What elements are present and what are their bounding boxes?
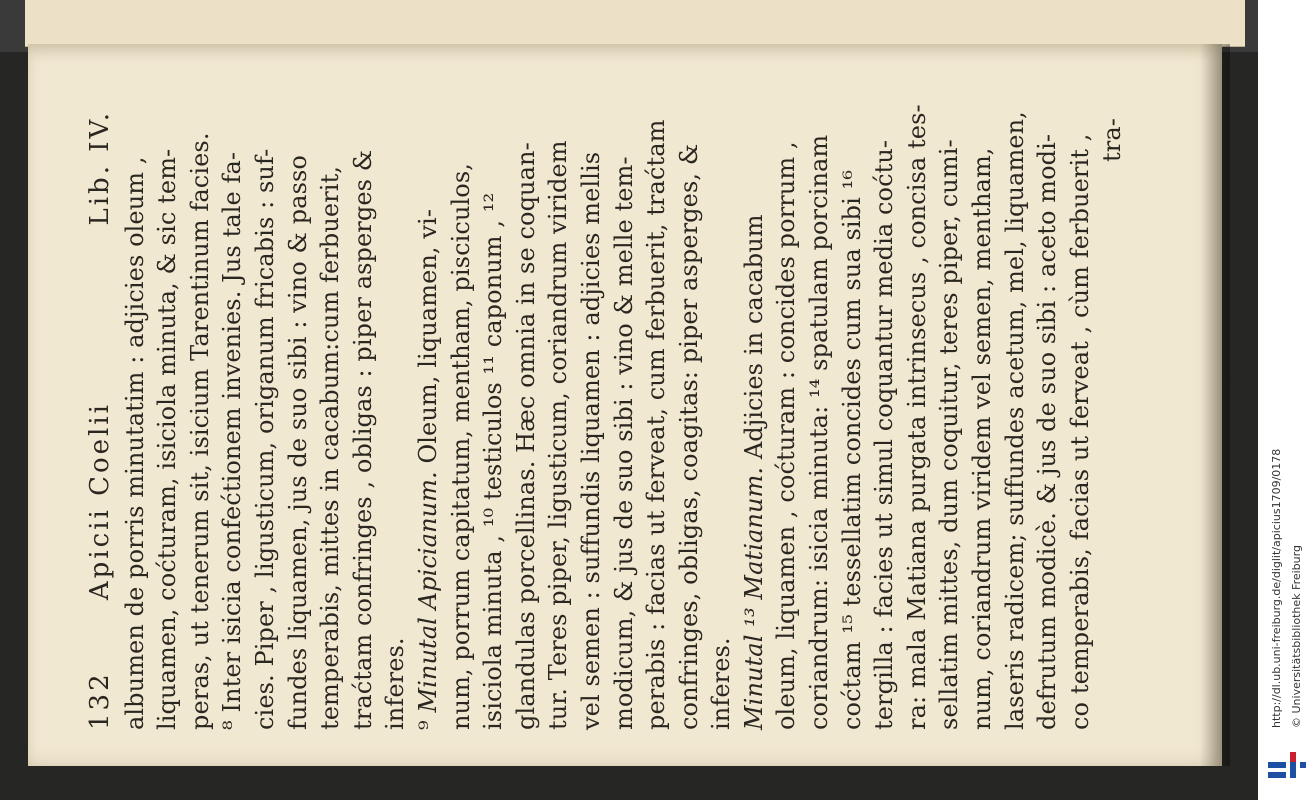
line-text: inferes. <box>381 637 410 730</box>
line-text: modicum, & jus de suo sibi : vino & melle tem- <box>609 156 638 730</box>
line-text: glandulas porcellinas. Hæc omnia in se coquan- <box>511 142 540 730</box>
source-url[interactable]: http://dl.ub.uni-freiburg.de/diglit/apicius1709/0178 <box>1270 448 1283 728</box>
logo-bar-blue-4 <box>1300 762 1306 768</box>
text-line <box>347 110 380 730</box>
line-text: ra: mala Matiana purgata intrinsecus , concisa tes- <box>902 104 931 730</box>
line-text: cies. Piper , ligusticum, origanum fricabis : suf- <box>250 148 279 730</box>
line-text: co temperabis, facias ut ferveat , cùm ferbuerit , <box>1065 133 1094 730</box>
line-text: ⁸ Inter isicia confećtionem invenies. Jus tale fa- <box>218 151 247 730</box>
text-line <box>184 110 217 730</box>
line-text: fundes liquamen, jus de suo sibi : vino & passo <box>283 155 312 730</box>
text-line <box>216 110 249 730</box>
line-text: num, porrum capitatum, mentham, pisciculos, <box>446 163 475 730</box>
text-line <box>803 110 836 730</box>
line-text: vel semen : suffundis liquamen : adjicies mellis <box>576 151 605 730</box>
line-text: liquamen, coćturam, isiciola minuta, & sic tem- <box>153 148 182 730</box>
text-line <box>836 110 869 730</box>
text-line <box>770 110 803 730</box>
recipe-title: Minutal ¹³ Matianum. <box>739 466 768 730</box>
text-line <box>151 110 184 730</box>
text-line <box>705 110 738 730</box>
logo-bar-blue-2 <box>1268 772 1286 778</box>
line-text: coriandrum: isicia minuta: ¹⁴ spatulam porcinam <box>805 134 834 730</box>
text-line <box>673 110 706 730</box>
rotated-page-content <box>28 44 1222 766</box>
line-text: num, coriandrum viridem vel semen, mentham, <box>968 147 997 730</box>
text-line <box>412 110 445 730</box>
line-text: temperabis, mittes in cacabum:cum ferbuerit, <box>316 165 345 730</box>
line-text: perabis : facias ut ferveat, cum ferbuerit, traćtam <box>642 119 671 730</box>
library-credit: © Universitätsbibliothek Freiburg <box>1290 545 1303 728</box>
text-line <box>445 110 478 730</box>
line-text: isiciola minuta , ¹⁰ testiculos ¹¹ caponum , ¹² <box>479 192 508 730</box>
text-line <box>901 104 934 730</box>
text-line <box>314 110 347 730</box>
logo-bar-blue-3 <box>1290 762 1296 778</box>
text-line <box>477 110 510 730</box>
book-number: Lib. IV. <box>85 110 115 226</box>
catchword: tra- <box>1098 118 1127 162</box>
library-logo-icon <box>1266 748 1310 784</box>
text-line <box>542 110 575 730</box>
text-line <box>640 110 673 730</box>
line-text: peras, ut tenerum sit, isicium Tarentinum facies. <box>185 132 214 730</box>
text-line <box>1031 110 1064 730</box>
facing-page-edge <box>25 0 1245 47</box>
text-line <box>119 110 152 730</box>
line-text: traćtam confringes , obligas : piper asperges & <box>348 149 377 730</box>
text-line <box>510 110 543 730</box>
page-text <box>84 104 1129 730</box>
text-line <box>575 110 608 730</box>
running-header <box>84 110 117 730</box>
text-line <box>738 110 771 730</box>
line-text: confringes, obligas, coagitas: piper asperges, & <box>674 143 703 730</box>
logo-bar-red <box>1290 752 1296 762</box>
credit-strip <box>1262 8 1310 728</box>
text-line <box>608 110 641 730</box>
line-text: albumen de porris minutatim : adjicies oleum , <box>120 156 149 730</box>
text-line <box>379 110 412 730</box>
line-text: sellatim mittes, dum coquitur, teres piper, cumi- <box>935 139 964 730</box>
recipe-title: Minutal Apicianum. <box>413 471 442 713</box>
logo-bar-blue-1 <box>1268 762 1286 768</box>
text-line <box>933 110 966 730</box>
text-line <box>966 110 999 730</box>
text-line <box>249 110 282 730</box>
line-text: tur. Teres piper, ligusticum, coriandrum viridem <box>544 140 573 730</box>
text-lines <box>119 104 1097 730</box>
line-text: coćtam ¹⁵ tessellatim concides cum sua sibi ¹⁶ <box>837 169 866 730</box>
line-text: Oleum, liquamen, vi- <box>413 208 442 472</box>
text-line <box>999 110 1032 730</box>
line-prefix: ⁹ <box>413 712 442 730</box>
running-title: Apicii Coelii <box>85 402 115 601</box>
line-text: oleum, liquamen , coćturam : concides porrum , <box>772 141 801 730</box>
line-text: defrutum modicè. & jus de suo sibi : aceto modi- <box>1033 133 1062 730</box>
line-text: inferes. <box>707 637 736 730</box>
text-line <box>1064 110 1097 730</box>
text-line <box>282 110 315 730</box>
line-text: Adjicies in cacabum <box>739 214 768 467</box>
line-text: tergilla : facies ut simul coquantur media coćtu- <box>870 139 899 730</box>
line-text: laseris radicem; suffundes acetum, mel, liquamen, <box>1000 111 1029 730</box>
text-line <box>868 110 901 730</box>
page-number: 132 <box>85 671 115 730</box>
